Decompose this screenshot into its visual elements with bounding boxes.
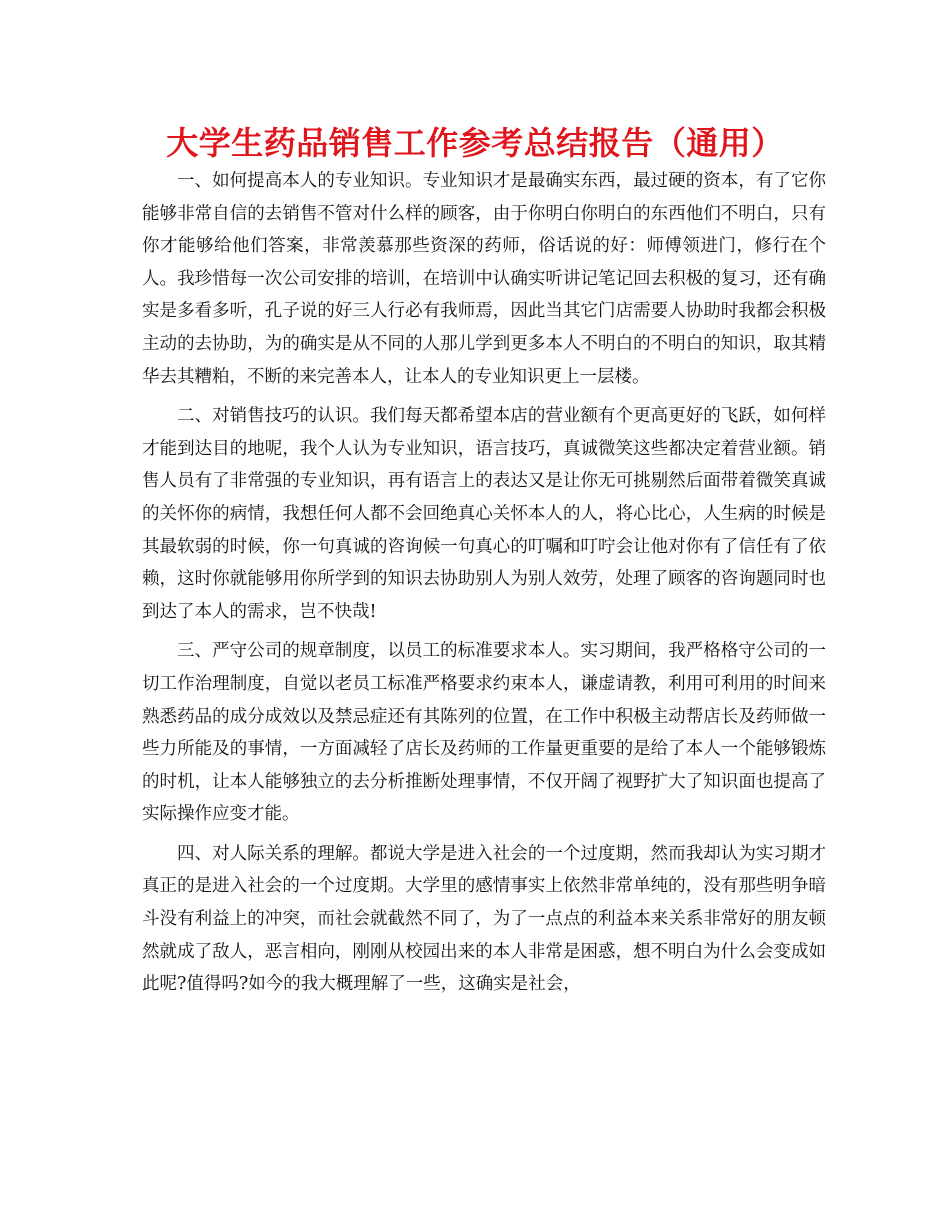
paragraph-3: 三、严守公司的规章制度，以员工的标准要求本人。实习期间，我严格格守公司的一切工作治理制度，自觉以老员工标准严格要求约束本人，谦虚请教，利用可利用的时间来熟悉药品的成分成效以及禁忌症还有其陈列的位置，在工作中积极主动帮店长及药师做一些力所能及的事情，一方面减轻了店长及药师的工作量更重要的是给了本人一个能够锻炼的时机，让本人能够独立的去分析推断处理事情，不仅开阔了视野扩大了知识面也提高了实际操作应变才能。: [142, 641, 826, 825]
paragraph-1: 一、如何提高本人的专业知识。专业知识才是最确实东西，最过硬的资本，有了它你能够非常自信的去销售不管对什么样的顾客，由于你明白你明白的东西他们不明白，只有你才能够给他们答案，非常羡慕那些资深的药师，俗话说的好：师傅领进门，修行在个人。我珍惜每一次公司安排的培训，在培训中认确实听讲记笔记回去积极的复习，还有确实是多看多听，孔子说的好三人行必有我师焉，因此当其它门店需要人协助时我都会积极主动的去协助，为的确实是从不同的人那儿学到更多本人不明白的不明白的知识，取其精华去其糟粕，不断的来完善本人，让本人的专业知识更上一层楼。: [142, 171, 826, 387]
document-body: [142, 165, 826, 1008]
paragraph-2: 二、对销售技巧的认识。我们每天都希望本店的营业额有个更高更好的飞跃，如何样才能到达目的地呢，我个人认为专业知识，语言技巧，真诚微笑这些都决定着营业额。销售人员有了非常强的专业知识，再有语言上的表达又是让你无可挑剔然后面带着微笑真诚的关怀你的病情，我想任何人都不会回绝真心关怀本人的人，将心比心，人生病的时候是其最软弱的时候，你一句真诚的咨询候一句真心的叮嘱和叮咛会让他对你有了信任有了依赖，这时你就能够用你所学到的知识去协助别人为别人效劳，处理了顾客的咨询题同时也到达了本人的需求，岂不快哉!: [142, 406, 826, 622]
paragraph-4: 四、对人际关系的理解。都说大学是进入社会的一个过度期，然而我却认为实习期才真正的是进入社会的一个过度期。大学里的感情事实上依然非常单纯的，没有那些明争暗斗没有利益上的冲突，而社会就截然不同了，为了一点点的利益本来关系非常好的朋友顿然就成了敌人，恶言相向，刚刚从校园出来的本人非常是困惑，想不明白为什么会变成如此呢?值得吗?如今的我大概理解了一些，这确实是社会，: [142, 843, 826, 995]
document-title: 大学生药品销售工作参考总结报告（通用）: [166, 124, 784, 162]
